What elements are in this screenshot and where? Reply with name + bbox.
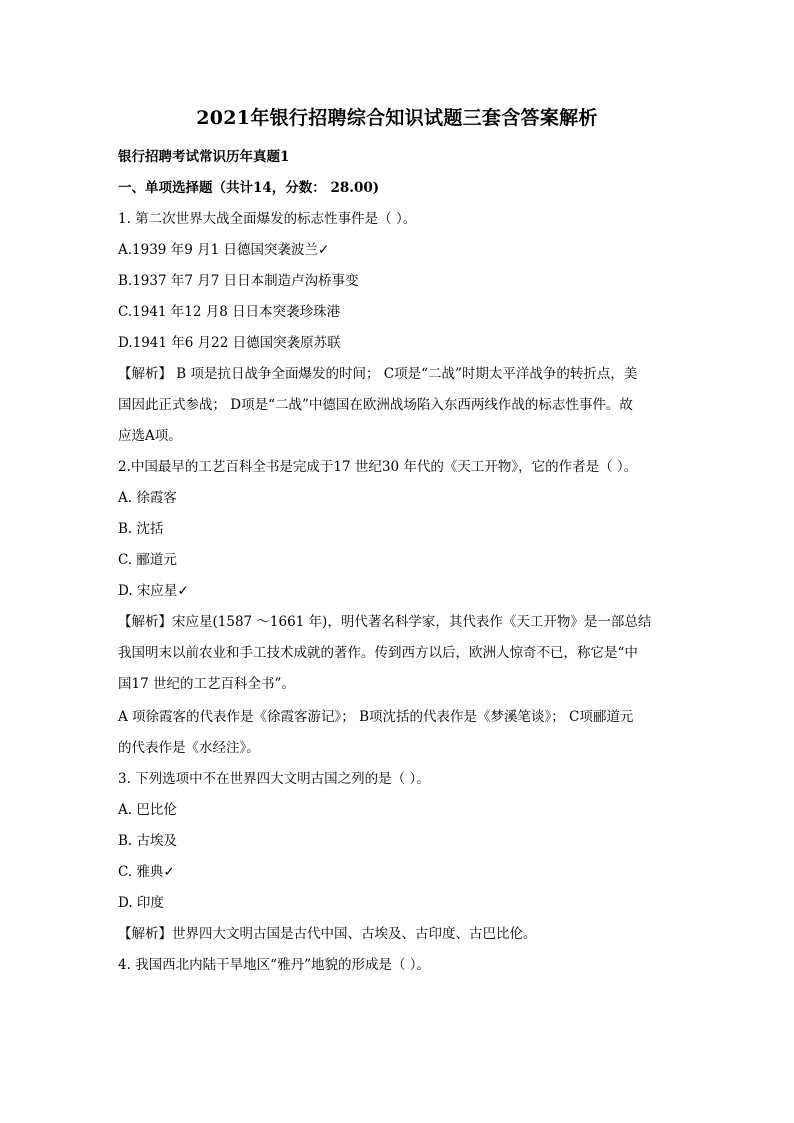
question-4: 4. 我国西北内陆干旱地区“雅丹”地貌的形成是（ ）。 [118,957,431,973]
q2-analysis-line-1: 【解析】宋应星(1587 ～1661 年)，明代著名科学家，其代表作《天工开物》是一部总结 [118,614,652,630]
q1-option-b: B.1937 年7 月7 日日本制造卢沟桥事变 [118,273,359,289]
q2-analysis-line-2: 我国明末以前农业和手工技术成就的著作。传到西方以后，欧洲人惊奇不已，称它是“中 [118,645,638,661]
q3-option-a: A. 巴比伦 [118,802,177,818]
q1-option-c: C.1941 年12 月8 日日本突袭珍珠港 [118,304,341,320]
q2-option-b: B. 沈括 [118,521,164,537]
q1-analysis-line-3: 应选A项。 [118,428,182,444]
correct-check-icon: ✓ [177,583,189,599]
q1-analysis-line-1: 【解析】 B 项是抗日战争全面爆发的时间； C项是“二战”时期太平洋战争的转折点，美 [118,366,638,382]
question-2: 2.中国最早的工艺百科全书是完成于17 世纪30 年代的《天工开物》，它的作者是（ ）。 [118,459,638,475]
question-1: 1. 第二次世界大战全面爆发的标志性事件是（ ）。 [118,211,417,227]
q2-option-c: C. 郦道元 [118,552,177,568]
q3-analysis-line-1: 【解析】世界四大文明古国是古代中国、古埃及、古印度、古巴比伦。 [118,926,537,942]
q2-option-a: A. 徐霞客 [118,490,177,506]
q2-analysis-line-3: 国17 世纪的工艺百科全书”。 [118,676,295,692]
q3-option-c [118,857,678,888]
correct-check-icon: ✓ [317,242,330,258]
document-title: 2021年银行招聘综合知识试题三套含答案解析 [196,107,598,129]
q2-option-d [118,576,678,607]
q1-option-a-text: A.1939 年9 月1 日德国突袭波兰 [118,242,318,258]
q3-option-c-text: C. 雅典 [118,864,164,880]
q3-option-b: B. 古埃及 [118,833,178,849]
q2-analysis-line-4: A 项徐霞客的代表作是《徐霞客游记》； B项沈括的代表作是《梦溪笔谈》； C项郦道元 [118,709,634,725]
q2-analysis-line-5: 的代表作是《水经注》。 [118,740,260,756]
document-subtitle: 银行招聘考试常识历年真题1 [118,149,290,165]
q1-option-d: D.1941 年6 月22 日德国突袭原苏联 [118,335,341,351]
section-heading: 一、单项选择题（共计14，分数： 28.00) [118,180,380,196]
correct-check-icon: ✓ [163,864,175,880]
q1-analysis-line-2: 国因此正式参战； D项是“二战”中德国在欧洲战场陷入东西两线作战的标志性事件。故 [118,397,633,413]
q1-option-a [118,235,678,266]
q3-option-d: D. 印度 [118,895,164,911]
q2-option-d-text: D. 宋应星 [118,583,178,599]
question-3: 3. 下列选项中不在世界四大文明古国之列的是（ ）。 [118,771,430,787]
